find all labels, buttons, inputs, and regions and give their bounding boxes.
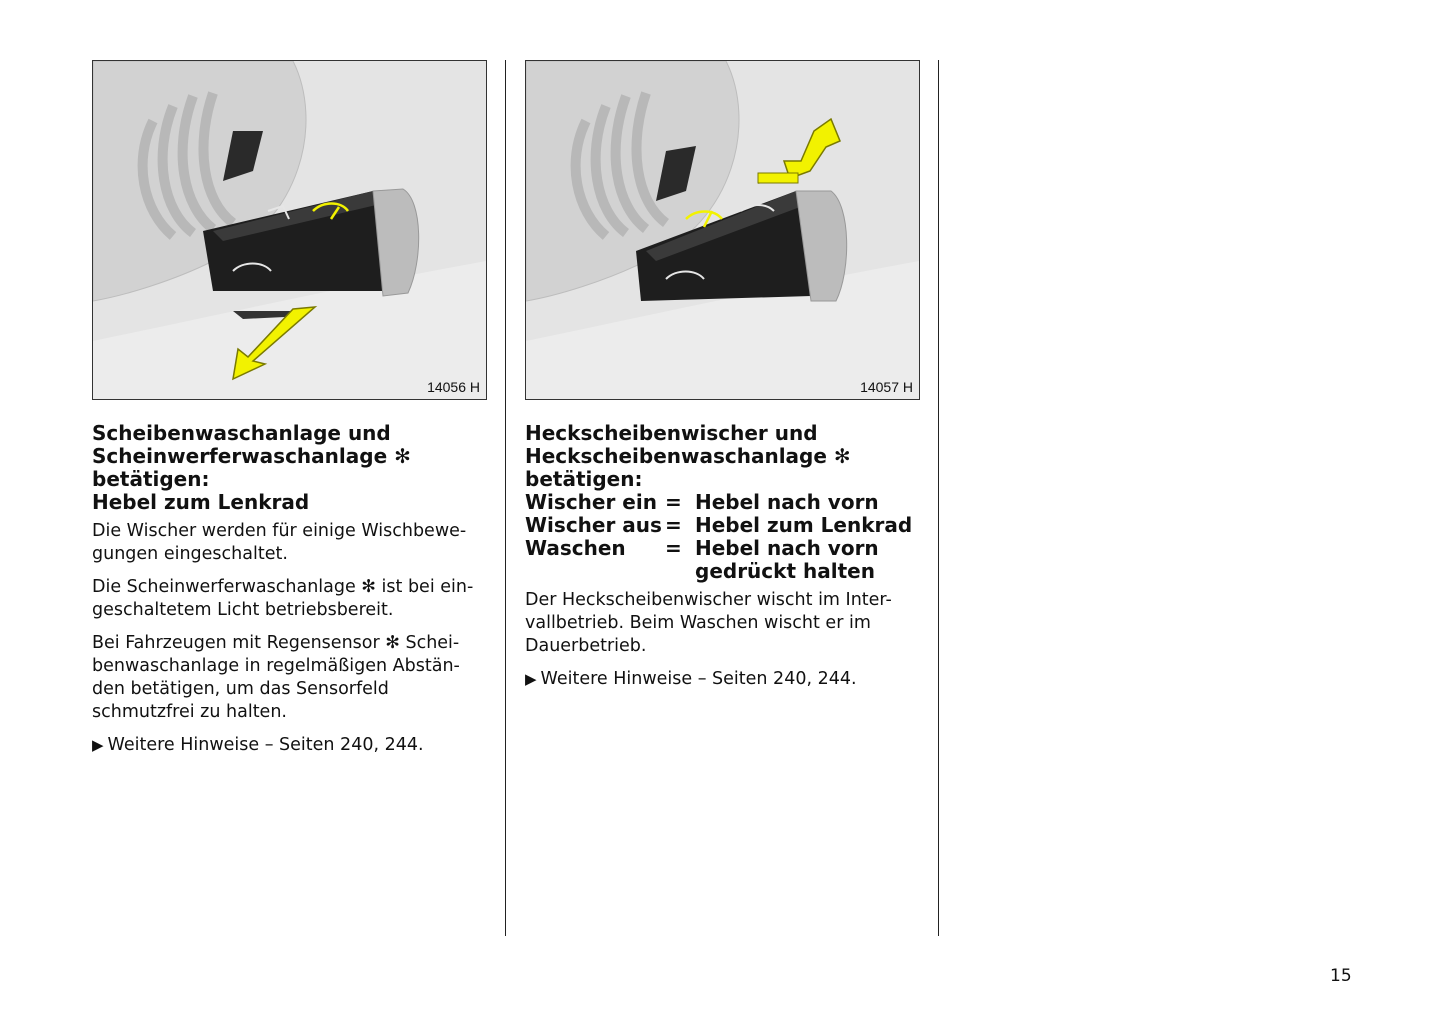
left-column [92,60,487,757]
table-term: Wischer ein [525,490,657,514]
text-line: Der Heckscheibenwischer wischt im Inter- [525,590,892,610]
paragraph [525,589,920,658]
text-line: vallbetrieb. Beim Waschen wischt er im [525,613,871,633]
table-desc: Hebel nach vorn [695,490,879,514]
table-equals: = [665,513,682,537]
figure-code: 14057 H [860,379,913,395]
table-row [525,491,920,514]
pointer-triangle-icon: ▶ [92,736,104,754]
table-equals: = [665,536,682,560]
heading-line: betätigen: [92,467,210,491]
table-row [525,560,920,583]
lever-illustration [526,61,919,399]
text-line: Die Wischer werden für einige Wischbewe- [92,521,467,541]
heading-line: Heckscheibenwaschanlage ✻ [525,444,851,468]
table-desc: Hebel nach vorn [695,536,879,560]
figure-lever-to-steering-wheel [92,60,487,400]
figure-lever-forward [525,60,920,400]
heading-line: Heckscheibenwischer und [525,421,818,445]
section-heading [525,422,920,491]
heading-line: Scheibenwaschanlage und [92,421,391,445]
heading-line: Hebel zum Lenkrad [92,490,310,514]
text-line: geschaltetem Licht betriebsbereit. [92,600,394,620]
column-divider [938,60,939,936]
text-line: Dauerbetrieb. [525,636,647,656]
figure-code: 14056 H [427,379,480,395]
pointer-triangle-icon: ▶ [525,670,537,688]
paragraph [92,632,487,724]
lever-illustration [93,61,486,399]
paragraph [92,520,487,566]
section-heading [92,422,487,514]
text-line: Die Scheinwerferwaschanlage ✻ ist bei ein- [92,577,474,597]
table-term [525,560,665,583]
table-term: Waschen [525,536,626,560]
heading-line: betätigen: [525,467,643,491]
text-line: benwaschanlage in regelmäßigen Abstän- [92,656,460,676]
table-row [525,514,920,537]
heading-line: Scheinwerferwaschanlage ✻ [92,444,411,468]
cross-reference-text: Weitere Hinweise – Seiten 240, 244. [540,669,857,689]
table-equals: = [665,490,682,514]
paragraph [92,576,487,622]
text-line: Bei Fahrzeugen mit Regensensor ✻ Schei- [92,633,460,653]
column-divider [505,60,506,936]
table-equals [665,560,695,583]
table-desc: Hebel zum Lenkrad [695,513,913,537]
operation-table [525,491,920,583]
table-desc: gedrückt halten [695,559,875,583]
table-term: Wischer aus [525,513,662,537]
cross-reference [525,668,920,691]
text-line: schmutzfrei zu halten. [92,702,287,722]
cross-reference-text: Weitere Hinweise – Seiten 240, 244. [107,735,424,755]
text-line: gungen eingeschaltet. [92,544,288,564]
page-number: 15 [1330,966,1352,986]
table-row [525,537,920,560]
text-line: den betätigen, um das Sensorfeld [92,679,389,699]
right-column [525,60,920,691]
cross-reference [92,734,487,757]
